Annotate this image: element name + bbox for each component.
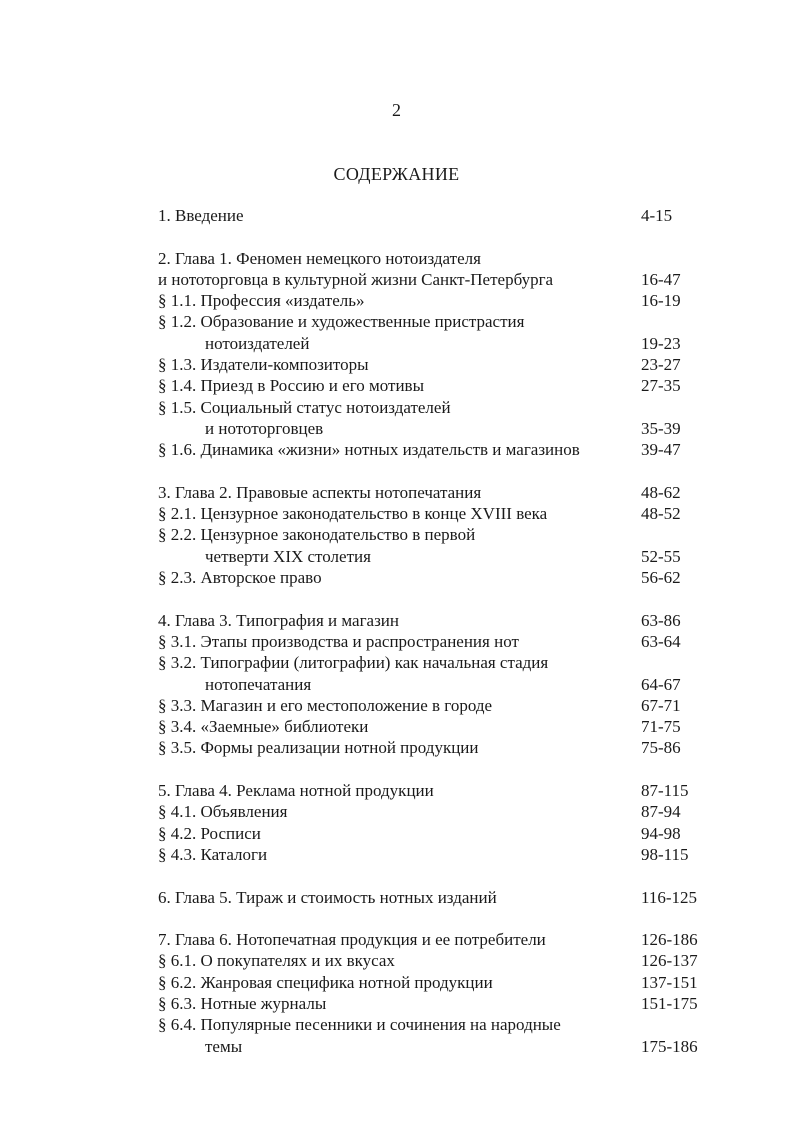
toc-entry-text: § 3.2. Типографии (литографии) как начальная стадия xyxy=(158,653,549,673)
toc-entry-pages: 4-15 xyxy=(641,206,673,225)
toc-entry-pages: 52-55 xyxy=(641,546,681,566)
group-spacer xyxy=(158,461,718,482)
toc-entry xyxy=(158,716,718,737)
toc-entry-text: § 3.4. «Заемные» библиотеки xyxy=(158,717,369,737)
toc-entry-text: нотоиздателей xyxy=(205,333,310,353)
toc-entry xyxy=(158,439,718,460)
toc-entry-text: § 3.3. Магазин и его местоположение в городе xyxy=(158,695,493,715)
toc-entry xyxy=(158,248,718,291)
toc-entry-pages: 39-47 xyxy=(641,440,681,460)
toc-entry-text: § 1.3. Издатели-композиторы xyxy=(158,355,369,375)
toc-entry-pages: 56-62 xyxy=(641,568,681,588)
toc-entry-text: § 6.3. Нотные журналы xyxy=(158,993,327,1013)
toc-entry-pages: 71-75 xyxy=(641,717,681,737)
toc-entry-pages: 16-19 xyxy=(641,291,681,311)
toc-entry-text: § 3.5. Формы реализации нотной продукции xyxy=(158,738,479,758)
toc-entry-pages: 16-47 xyxy=(641,269,681,289)
toc-entry xyxy=(158,1014,718,1057)
toc-entry-pages: 75-86 xyxy=(641,738,681,758)
toc-entry-pages: 151-175 xyxy=(641,993,698,1013)
toc-entry xyxy=(158,887,718,908)
toc-entry-pages: 63-86 xyxy=(641,610,681,630)
toc-entry xyxy=(158,311,718,354)
toc-entry-text: 3. Глава 2. Правовые аспекты нотопечатания xyxy=(158,482,482,502)
toc-entry-pages: 63-64 xyxy=(641,631,681,651)
toc-entry-pages: 116-125 xyxy=(641,887,698,907)
toc-entry-pages: 48-62 xyxy=(641,482,681,502)
toc-entry xyxy=(158,972,718,993)
toc-entry-pages: 27-35 xyxy=(641,376,681,396)
toc-entry xyxy=(158,354,718,375)
toc-entry-text: § 2.3. Авторское право xyxy=(158,568,322,588)
toc-entry xyxy=(158,993,718,1014)
toc-entry xyxy=(158,631,718,652)
group-spacer xyxy=(158,908,718,929)
toc-entry-text: § 2.2. Цензурное законодательство в первой xyxy=(158,525,476,545)
toc-entry-text: 2. Глава 1. Феномен немецкого нотоиздателя xyxy=(158,248,481,268)
toc-entry-text: § 6.1. О покупателях и их вкусах xyxy=(158,951,395,971)
toc-entry xyxy=(158,801,718,822)
toc-entry-pages: 87-115 xyxy=(641,781,689,801)
toc-entry-pages: 94-98 xyxy=(641,823,681,843)
group-spacer xyxy=(158,588,718,609)
toc-entry xyxy=(158,375,718,396)
toc-entry-pages: 87-94 xyxy=(641,802,681,822)
toc-entry-text: § 1.6. Динамика «жизни» нотных издательств и магазинов xyxy=(158,440,580,460)
toc-entry-text: § 1.5. Социальный статус нотоиздателей xyxy=(158,397,451,417)
toc-entry xyxy=(158,695,718,716)
toc-entry xyxy=(158,610,718,631)
toc-entry xyxy=(158,844,718,865)
toc-entry xyxy=(158,205,718,226)
toc-entry-pages: 19-23 xyxy=(641,333,681,353)
toc-entry xyxy=(158,567,718,588)
toc-entry-text: и нототорговца в культурной жизни Санкт-Петербурга xyxy=(158,269,554,289)
toc-entry xyxy=(158,950,718,971)
toc-entry xyxy=(158,524,718,567)
toc-entry xyxy=(158,290,718,311)
toc-entry-text: четверти XIX столетия xyxy=(205,546,371,566)
toc-entry-text: § 1.2. Образование и художественные пристрастия xyxy=(158,312,525,332)
toc-entry-text: § 1.1. Профессия «издатель» xyxy=(158,291,365,311)
group-spacer xyxy=(158,865,718,886)
toc-entry-text: и нототорговцев xyxy=(205,418,324,438)
toc-entry-pages: 35-39 xyxy=(641,418,681,438)
toc-entry xyxy=(158,780,718,801)
toc-entry-text: § 6.4. Популярные песенники и сочинения на народные xyxy=(158,1015,561,1035)
toc-entry xyxy=(158,929,718,950)
toc-entry xyxy=(158,503,718,524)
toc-entry-text: 4. Глава 3. Типография и магазин xyxy=(158,610,399,630)
page-number: 2 xyxy=(392,100,401,120)
toc-entry xyxy=(158,397,718,440)
toc-entry-pages: 126-137 xyxy=(641,951,698,971)
toc-entry-pages: 23-27 xyxy=(641,355,681,375)
toc-entry-text: нотопечатания xyxy=(205,674,312,694)
toc-entry-text: § 2.1. Цензурное законодательство в конце XVIII века xyxy=(158,504,548,524)
table-of-contents xyxy=(158,205,718,1057)
toc-entry-text: 5. Глава 4. Реклама нотной продукции xyxy=(158,781,434,801)
toc-entry-pages: 137-151 xyxy=(641,972,698,992)
toc-entry-text: § 4.2. Росписи xyxy=(158,823,261,843)
toc-entry-pages: 67-71 xyxy=(641,695,681,715)
toc-entry xyxy=(158,823,718,844)
toc-entry-pages: 98-115 xyxy=(641,844,689,864)
toc-entry-text: § 1.4. Приезд в Россию и его мотивы xyxy=(158,376,425,396)
toc-entry-text: 7. Глава 6. Нотопечатная продукция и ее потребители xyxy=(158,930,546,950)
toc-entry-text: § 4.1. Объявления xyxy=(158,802,288,822)
toc-entry xyxy=(158,652,718,695)
group-spacer xyxy=(158,226,718,247)
toc-entry-pages: 64-67 xyxy=(641,674,681,694)
toc-entry-pages: 175-186 xyxy=(641,1036,698,1056)
toc-entry-text: § 3.1. Этапы производства и распространения нот xyxy=(158,631,519,651)
page-title: СОДЕРЖАНИЕ xyxy=(333,164,460,184)
toc-entry-text: 6. Глава 5. Тираж и стоимость нотных изданий xyxy=(158,887,497,907)
toc-entry-text: 1. Введение xyxy=(158,206,244,225)
toc-entry-text: § 4.3. Каталоги xyxy=(158,844,268,864)
group-spacer xyxy=(158,759,718,780)
toc-entry-text: темы xyxy=(205,1036,243,1056)
toc-entry-text: § 6.2. Жанровая специфика нотной продукции xyxy=(158,972,493,992)
toc-entry-pages: 48-52 xyxy=(641,504,681,524)
toc-entry xyxy=(158,482,718,503)
toc-entry-pages: 126-186 xyxy=(641,930,698,950)
toc-entry xyxy=(158,737,718,758)
